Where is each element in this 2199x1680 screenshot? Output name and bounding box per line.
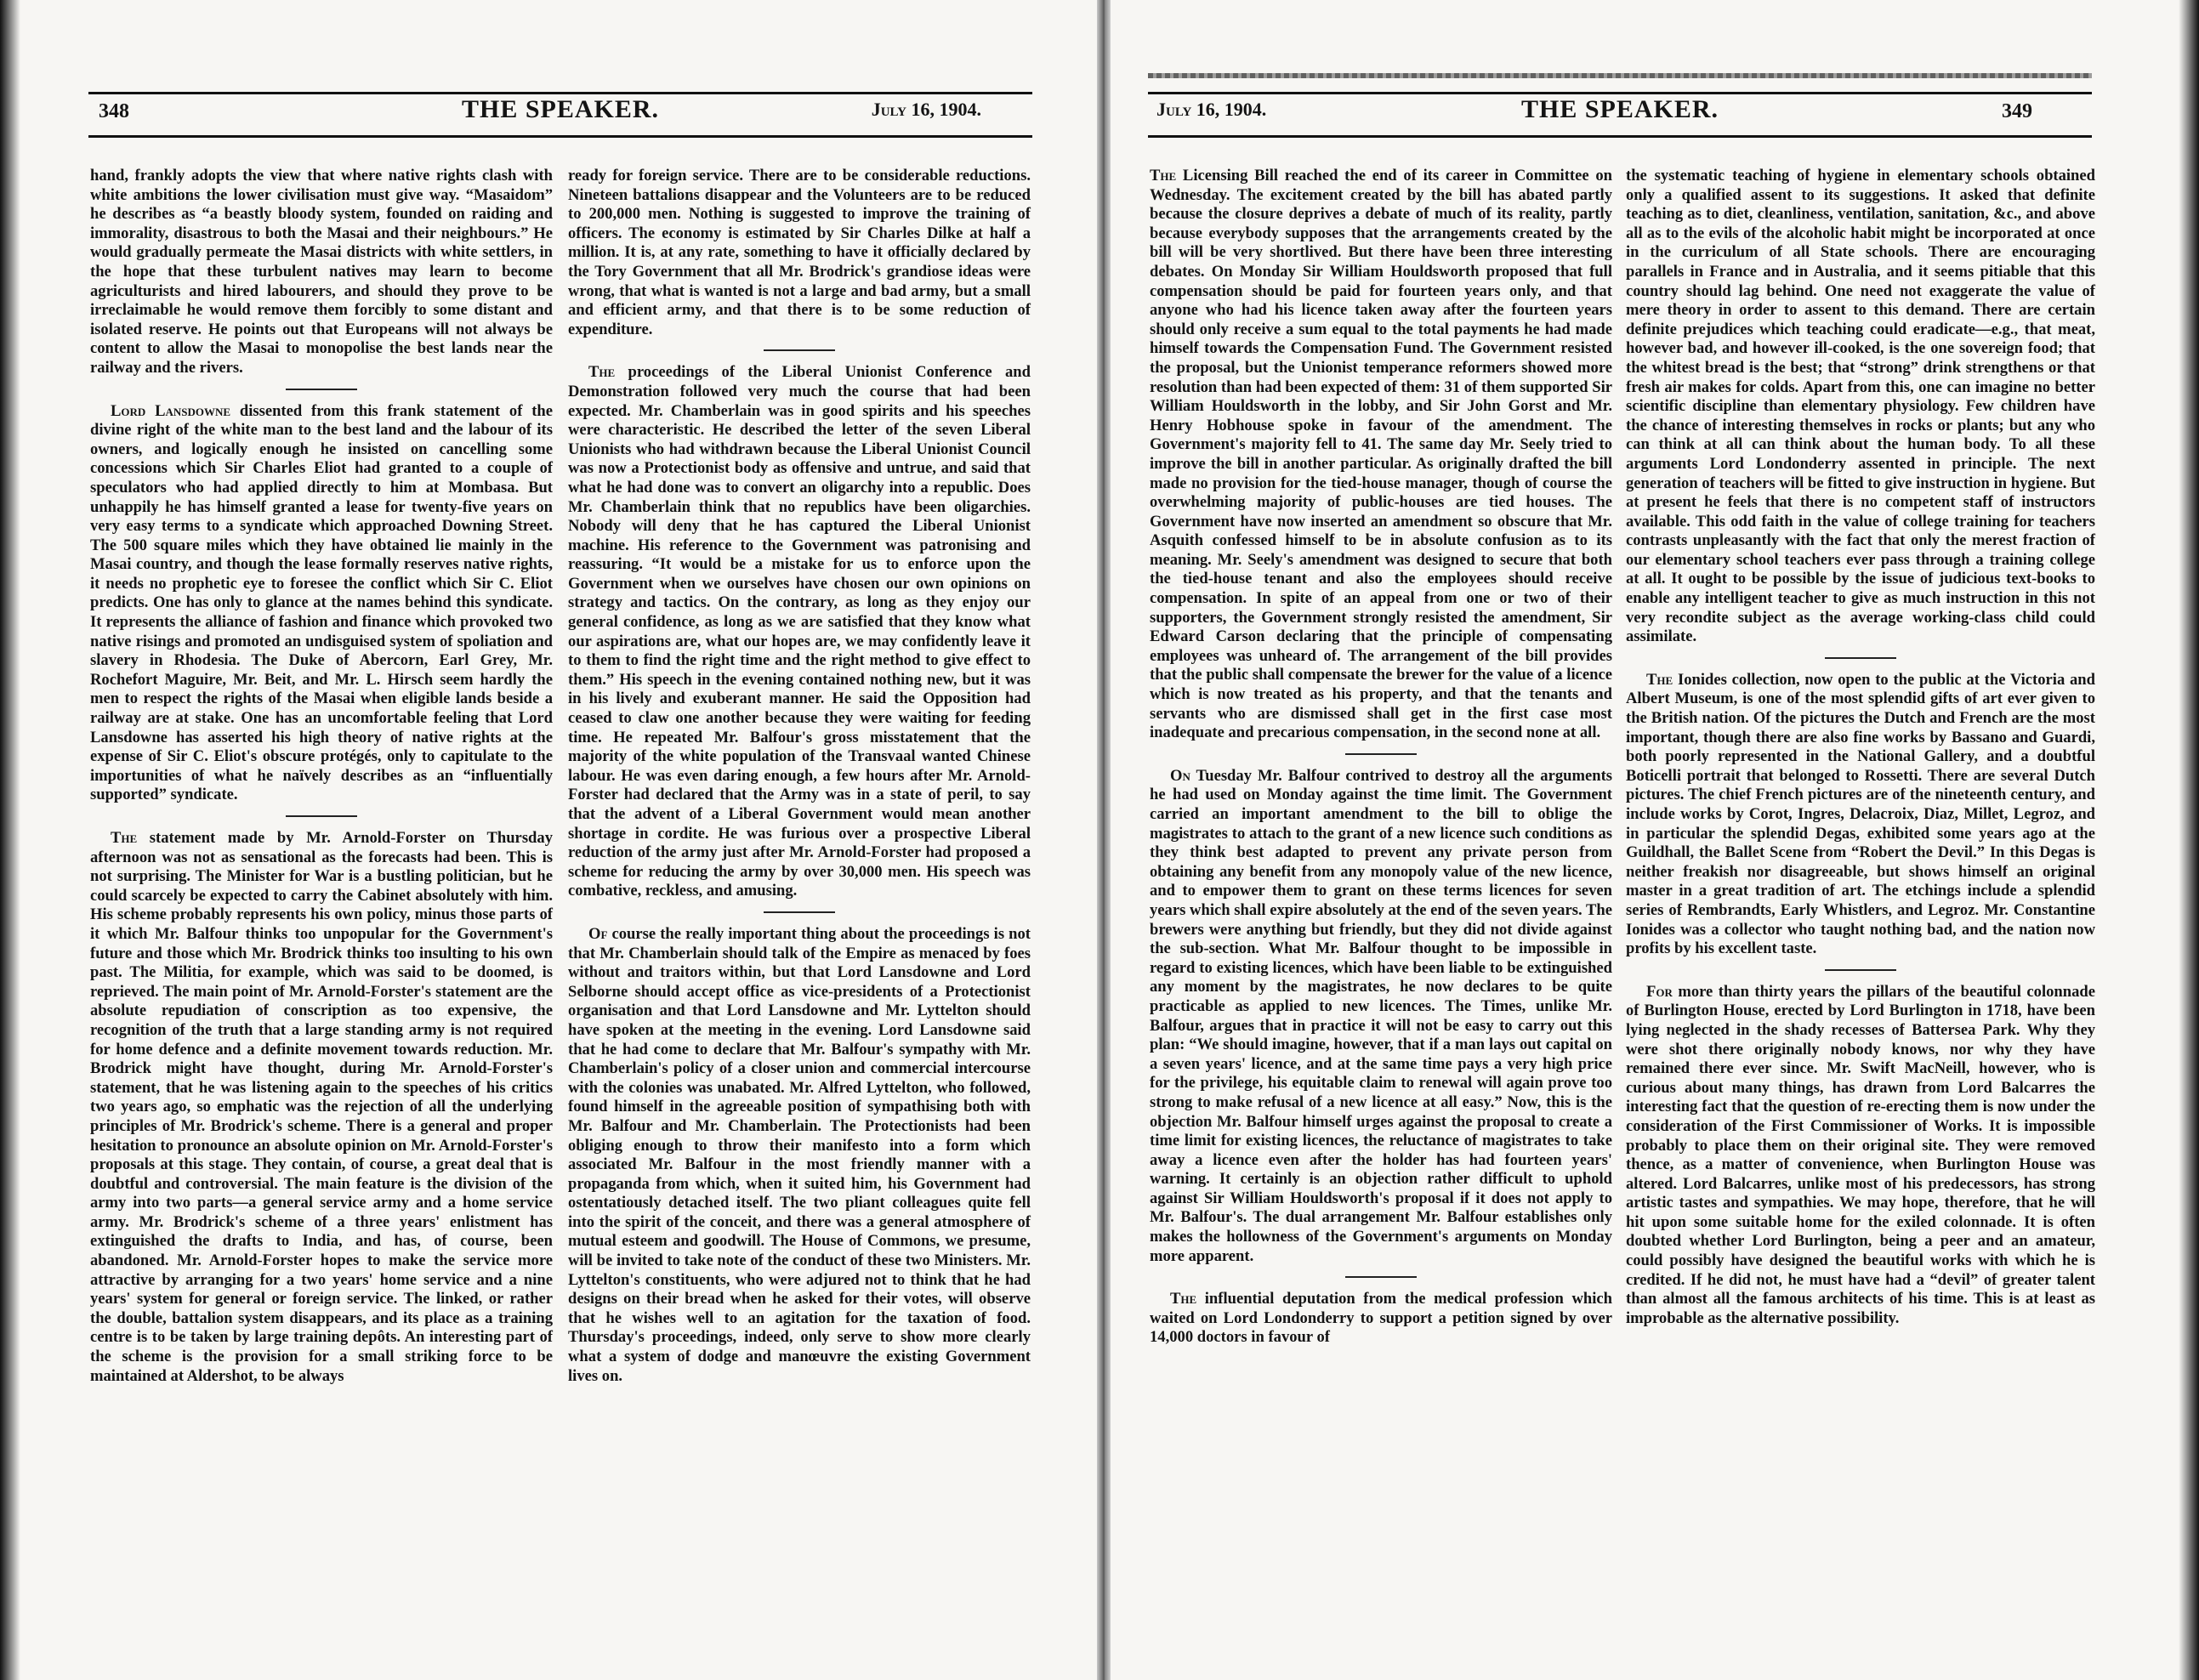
paragraph-text: Licensing Bill reached the end of its career in Committee on Wednesday. The excitement created by the bill has abated partly because the closure deprives a debate of much of its reality, partly because everybody supposes that the arrangements created by the bill will be very shortlived. But there have been three interesting debates. On Monday Sir William Houldsworth proposed that full compensation should be paid for fourteen years only, and that anyone who had his licence taken away after the fourteen years should only receive a sum equal to the total payments he had made himself towards the Compensation Fund. The Government resisted the proposal, but the Unionist temperance reformers showed more resolution than had been expected of them: 31 of them supported Sir William Houldsworth in the lobby, and Sir John Gorst and Mr. Henry Hobhouse spoke in favour of the amendment. The Government's majority fell to 41. The same day Mr. Seely tried to improve the bill in another particular. As originally drafted the bill made no provision for the tied-house manager, though of course the overwhelming majority of public-houses are tied houses. The Government have now inserted an amendment so obscure that Mr. Asquith confessed himself to be in absolute confusion as to its meaning. Mr. Seely's amendment was designed to secure that both the tied-house tenant and also the employees should receive compensation. In spite of an appeal from one or two of their supporters, the Government strongly resisted the amendment, Sir Edward Carson declaring that the principle of compensating employees was unheard of. The arrangement of the bill provides that the public shall compensate the brewer for the value of a licence which is now treated as his property, and that the tenants and servants who are dismissed shall get in the first case most inadequate and precarious compensation, in the second none at all. [1150, 167, 1612, 742]
section-divider [764, 911, 835, 913]
scan-edge-shadow [2179, 0, 2199, 1680]
article-paragraph [568, 167, 1031, 339]
paragraph-lead: On [1170, 766, 1190, 785]
paragraph-text: hand, frankly adopts the view that where native rights clash with white ambitions the lower civilisation must give way. “Masaidom” he describes as “a beastly bloody system, founded on raiding and immorality, disastrous to both the Masai and their neighbours.” He would gradually permeate the Masai districts with white settlers, in the hope that these turbulent natives may learn to become agriculturists and hired labourers, and should they prove to be irreclaimable he would remove them forcibly to some distant and isolated reserve. He points out that Europeans will not always be content to allow the Masai to monopolise the best lands near the railway and the rivers. [90, 167, 553, 377]
paragraph-lead: The [1170, 1290, 1197, 1308]
paragraph-lead: For [1646, 982, 1673, 1001]
section-divider [286, 815, 357, 817]
article-paragraph [568, 363, 1031, 901]
header-rule [88, 135, 1032, 138]
paragraph-lead: Of [588, 924, 608, 943]
left-page [0, 0, 1097, 1680]
paragraph-text: ready for foreign service. There are to be considerable reductions. Nineteen battalions disappear and the Volunteers are to be reduced to 200,000 men. Nothing is suggested to improve the training of officers. The economy is estimated by Sir Charles Dilke at half a million. It is, at any rate, something to have it officially declared by the Tory Government that all Mr. Brodrick's grandiose ideas were wrong, that what is wanted is not a large and bad army, but a small and efficient army, and that there is to be some reduction of expenditure. [568, 167, 1031, 338]
issue-date: July 16, 1904. [1156, 99, 1267, 120]
text-column [568, 167, 1031, 1386]
scan-artifact-band [1148, 73, 2092, 78]
masthead-title: THE SPEAKER. [1520, 95, 1719, 123]
article-paragraph [1150, 167, 1612, 743]
paragraph-text: the systematic teaching of hygiene in elementary schools obtained only a qualified assent to its suggestions. It asked that definite teaching as to diet, cleanliness, ventilation, sanitation, &c., and above all as to the evils of the alcoholic habit might be incorporated at once in the curriculum of all State schools. There are encouraging parallels in France and in Australia, and it seems pitiable that this country should lag behind. One need not exaggerate the value of mere theory in order to assent to this demand. There are certain definite prejudices which teaching could eradicate—e.g., that meat, however bad, and however ill-cooked, is the one sovereign food; that the whitest bread is the best; that “strong” drink strengthens or that fresh air makes for colds. Apart from this, one can imagine no better scientific discipline than elementary physiology. Few children have the chance of interesting themselves in rocks or plants; but any who can think at all can think about the human body. To all these arguments Lord Londonderry assented in principle. The next generation of teachers will be fitted to give instruction in hygiene. But at present he feels that there is no competent staff of instructors available. This odd faith in the value of college training for teachers contrasts unpleasantly with the fact that only the merest fraction of our elementary school teachers ever pass through a training college at all. It ought to be possible by the issue of judicious text-books to enable any intelligent teacher to give as much instruction in this not very recondite subject as the average working-class child could assimilate. [1626, 167, 2095, 646]
paragraph-text: dissented from this frank statement of the divine right of the white man to the best land and the labour of its owners, and logically enough he insisted on cancelling some concessions which Sir Charles Eliot had granted to a couple of speculators who had applied directly to him at Mombasa. But unhappily he has himself granted a lease for twenty-five years on very easy terms to a syndicate which approached Downing Street. The 500 square miles which they have obtained lie mainly in the Masai country, and though the lease formally reserves native rights, it needs no prophetic eye to foresee the conflict which Sir C. Eliot predicts. One has only to glance at the names behind this syndicate. It represents the alliance of fashion and finance which provoked two native risings and promoted an undisguised system of spoliation and slavery in Rhodesia. The Duke of Abercorn, Earl Grey, Mr. Rochefort Maguire, Mr. Beit, and Mr. L. Hirsch seem hardly the men to respect the rights of the Masai when eligible lands beside a railway are at stake. One has an uncomfortable feeling that Lord Lansdowne has asserted his high theory of native rights at the expense of Sir C. Eliot's obscure protégés, only to capitulate to the importunities of what he naïvely describes as an “influentially supported” syndicate. [90, 401, 553, 804]
section-divider [764, 349, 835, 351]
article-paragraph [90, 167, 553, 378]
paragraph-text: proceedings of the Liberal Unionist Conference and Demonstration followed very much the course that had been expected. Mr. Chamberlain was in good spirits and his speeches were characteristic. He described the letter of the seven Liberal Unionists who had withdrawn because the Liberal Unionist Council was now a Protectionist body as offensive and untrue, and said that what he had done was to convert an oligarchy into a republic. Does Mr. Chamberlain think that no republics have been oligarchies. Nobody will deny that he has captured the Liberal Unionist machine. His reference to the Government was patronising and reassuring. “It would be a mistake for us to enforce upon the Government when we ourselves have chosen our own opinions on strategy and tactics. On the contrary, as long as they enjoy our general confidence, as long as we are satisfied that they know what our aspirations are, what our hopes are, we may confidently leave it to them to find the right time and the right method to give effect to them.” His speech in the evening contained nothing new, but it was in his lively and exuberant manner. He said the Opposition had ceased to claw one another because they were waiting for feeding time. He repeated Mr. Balfour's gross misstatement that the majority of the white population of the Transvaal wanted Chinese labour. He was even daring enough, a few hours after Mr. Arnold-Forster had declared that the Army was in a state of peril, to say that the advent of a Liberal Government would mean another shortage in cordite. He was furious over a prospective Liberal reduction of the army just after Mr. Arnold-Forster had proposed a scheme for reducing the army by over 30,000 men. His speech was combative, reckless, and amusing. [568, 363, 1031, 900]
text-column [90, 167, 553, 1386]
section-divider [1825, 657, 1896, 659]
article-paragraph [1626, 167, 2095, 647]
masthead-title: THE SPEAKER. [461, 95, 660, 123]
paragraph-lead: The [588, 363, 616, 382]
right-page [1111, 0, 2199, 1680]
page-header [88, 92, 1032, 133]
section-divider [1825, 969, 1896, 971]
paragraph-text: influential deputation from the medical profession which waited on Lord Londonderry to support a petition signed by over 14,000 doctors in favour of [1150, 1290, 1612, 1347]
issue-date: July 16, 1904. [871, 99, 981, 120]
paragraph-text: statement made by Mr. Arnold-Forster on Thursday afternoon was not as sensational as the forecasts had been. This is not surprising. The Minister for War is a bustling politician, but he could scarcely be expected to carry the Cabinet absolutely with him. His scheme probably represents his own policy, minus those parts of it which Mr. Balfour thinks too unpopular for the Government's future and those which Mr. Brodrick thinks too insulting to his own past. The Militia, for example, which was said to be doomed, is reprieved. The main point of Mr. Arnold-Forster's statement are the absolute repudiation of conscription as too expensive, the recognition of the truth that a large standing army is not required for home defence and a definite movement towards reduction. Mr. Brodrick might have thought, during Mr. Arnold-Forster's statement, that he was listening again to the speeches of his critics two years ago, so emphatic was the rejection of all the underlying principles of Mr. Brodrick's scheme. There is a general and proper hesitation to pronounce an absolute opinion on Mr. Arnold-Forster's proposals at this stage. They contain, of course, a great deal that is doubtful and controversial. The main feature is the division of the army into two parts—a general service army and a home service army. Mr. Brodrick's scheme of a three years' enlistment has extinguished the drafts to India, and has, of course, been abandoned. Mr. Arnold-Forster hopes to make the service more attractive by arranging for a two years' home service and a nine years' system for general or foreign service. The linked, or rather the double, battalion system disappears, and its place as a training centre is to be taken by large training depôts. An interesting part of the scheme is the provision for a small striking force to be maintained at Aldershot, to be always [90, 829, 553, 1385]
text-column [1626, 167, 2095, 1328]
paragraph-text: Ionides collection, now open to the public at the Victoria and Albert Museum, is one of the most splendid gifts of art ever given to the British nation. Of the pictures the Dutch and French are the most important, though there are also fine works by Bassano and Guardi, both poorly represented in the National Gallery, and a doubtful Boticelli portrait that belonged to Rossetti. There are several Dutch pictures. The chief French pictures are of the nineteenth century, and include works by Corot, Ingres, Delacroix, Diaz, Millet, Legroz, and in particular the splendid Degas, exhibited some years ago at the Guildhall, the Ballet Scene from “Robert the Devil.” In this Degas is neither freakish nor disagreeable, but shows himself an original master in a great tradition of art. The etchings include a splendid series of Rembrandts, Early Whistlers, and Legroz. Mr. Constantine Ionides was a collector who taught nothing bad, and the nation now profits by his excellent taste. [1626, 670, 2095, 958]
paragraph-text: course the really important thing about the proceedings is not that Mr. Chamberlain should talk of the Empire as menaced by foes without and traitors within, but that Lord Lansdowne and Lord Selborne should accept office as vice-presidents of a Protectionist organisation and that Lord Lansdowne and Mr. Lyttelton should have spoken at the meeting in the evening. Lord Lansdowne said that he had come to declare that Mr. Balfour's sympathy with Mr. Chamberlain's policy of a closer union and commercial intercourse with the colonies was unabated. Mr. Alfred Lyttelton, who followed, found himself in the agreeable position of sympathising both with Mr. Balfour and Mr. Chamberlain. The Protectionists had been obliging enough to throw their manifesto into a form which associated Mr. Balfour in the most friendly manner with a propaganda from which, when it suited him, his Government had ostentatiously detached itself. The two pliant colleagues quite fell into the spirit of the conceit, and there was a general atmosphere of mutual esteem and goodwill. The House of Commons, we presume, will be invited to take note of the conduct of these two Ministers. Mr. Lyttelton's constituents, who were adjured not to think that he had designs on their bread when he asked for their votes, will observe that he wishes well to an agitation for the taxation of food. Thursday's proceedings, indeed, only serve to show more clearly what a system of dodge and manœuvre the existing Government lives on. [568, 924, 1031, 1385]
page-header [1148, 92, 2092, 133]
text-column [1150, 167, 1612, 1348]
page-number: 348 [99, 100, 129, 122]
header-rule [1148, 135, 2092, 138]
paragraph-lead: The [111, 829, 138, 847]
paragraph-lead: The [1150, 167, 1177, 184]
paragraph-lead: The [1646, 670, 1673, 689]
paragraph-text: Tuesday Mr. Balfour contrived to destroy all the arguments he had used on Monday against the time limit. The Government carried an important amendment to the bill to oblige the magistrates to attach to the grant of a new licence such conditions as they think best adapted to prevent any private person from obtaining any benefit from any monopoly value of the new licence, and to empower them to grant on these terms licences for seven years which shall expire absolutely at the end of the seven years. The brewers were anything but friendly, but they did not divide against the sub-section. What Mr. Balfour thought to be impossible in regard to existing licences, which have been liable to be extinguished any moment by the magistrates, he now declares to be quite practicable as applied to new licences. The Times, unlike Mr. Balfour, argues that in practice it will not be easy to carry out this plan: “We should imagine, however, that if a man lays out capital on a seven years' licence, and at the same time pays a very high price for the privilege, his equitable claim to renewal will again prove too strong to make refusal of a new licence at all easy.” Now, this is the objection Mr. Balfour himself urges against the proposal to create a time limit for existing licences, the reluctance of magistrates to take away a licence even after the holder has had fourteen years' warning. It certainly is an objection rather difficult to uphold against Sir William Houldsworth's proposal if it does not apply to Mr. Balfour's. The dual arrangement Mr. Balfour establishes only makes the hollowness of the Government's arguments on Monday more apparent. [1150, 766, 1612, 1265]
scan-edge-shadow [0, 0, 20, 1680]
article-paragraph [90, 402, 553, 805]
article-paragraph [568, 925, 1031, 1386]
paragraph-lead: Lord Lansdowne [111, 401, 231, 420]
header-rule [1148, 92, 2092, 94]
book-gutter [1097, 0, 1111, 1680]
section-divider [286, 389, 357, 390]
article-paragraph [90, 829, 553, 1386]
section-divider [1345, 753, 1417, 755]
article-paragraph [1626, 671, 2095, 959]
section-divider [1345, 1276, 1417, 1278]
article-paragraph [1150, 767, 1612, 1266]
page-number: 349 [2002, 100, 2032, 122]
header-rule [88, 92, 1032, 94]
article-paragraph [1150, 1290, 1612, 1348]
article-paragraph [1626, 983, 2095, 1329]
paragraph-text: more than thirty years the pillars of the beautiful colonnade of Burlington House, erected by Lord Burlington in 1718, have been lying neglected in the shady recesses of Battersea Park. Why they were shot there originally nobody knows, nor why they have remained there ever since. Mr. Swift MacNeill, however, who is curious about many things, has drawn from Lord Balcarres the interesting fact that the question of re-erecting them is now under the consideration of the First Commissioner of Works. It is impossible probably to place them on their original site. They were removed thence, as a matter of convenience, when Burlington House was altered. Lord Balcarres, unlike most of his predecessors, has strong artistic tastes and sympathies. We may hope, therefore, that he will hit upon some suitable home for the exiled colonnade. It is often doubted whether Lord Burlington, being a peer and an amateur, could possibly have designed the beautiful works with which he is credited. If he did not, he must have had a “devil” of greater talent than almost all the famous architects of his time. This is at least as improbable as the alternative possibility. [1626, 982, 2095, 1327]
